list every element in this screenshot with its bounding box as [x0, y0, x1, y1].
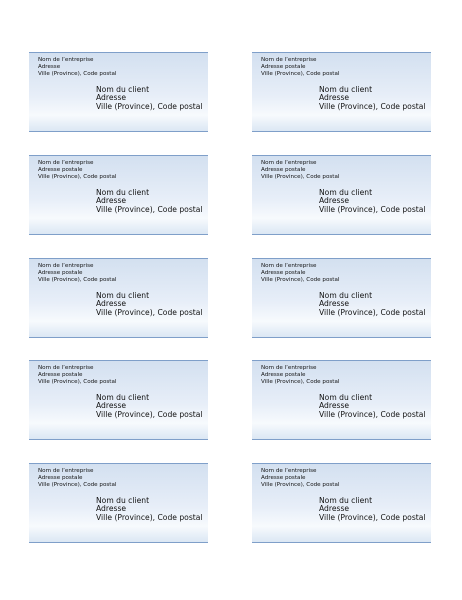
- company-address: Adresse: [38, 64, 61, 70]
- company-address: Adresse postale: [38, 475, 83, 481]
- client-address: Adresse: [319, 93, 350, 103]
- shipping-label-6: [252, 258, 431, 338]
- client-city: Ville (Province), Code postal: [96, 101, 203, 111]
- company-city: Ville (Province), Code postal: [38, 482, 117, 488]
- client-city: Ville (Province), Code postal: [319, 101, 426, 111]
- company-name: Nom de l’entreprise: [38, 468, 94, 474]
- client-name: Nom du client: [96, 393, 150, 402]
- company-city: Ville (Province), Code postal: [38, 379, 117, 385]
- client-name: Nom du client: [96, 85, 150, 94]
- client-name: Nom du client: [319, 496, 373, 505]
- company-name: Nom de l’entreprise: [38, 263, 94, 269]
- company-address: Adresse postale: [38, 167, 83, 173]
- company-address: Adresse postale: [38, 372, 83, 378]
- sender-address: [261, 365, 339, 386]
- company-city: Ville (Province), Code postal: [261, 482, 340, 488]
- company-name: Nom de l’entreprise: [261, 365, 317, 371]
- client-city: Ville (Province), Code postal: [96, 204, 203, 214]
- client-address: Adresse: [96, 299, 127, 309]
- recipient-address: [319, 86, 426, 111]
- company-city: Ville (Province), Code postal: [261, 379, 340, 385]
- client-address: Adresse: [319, 401, 350, 411]
- sender-address: [261, 263, 339, 284]
- company-name: Nom de l’entreprise: [261, 160, 317, 166]
- company-address: Adresse postale: [261, 64, 306, 70]
- recipient-address: [96, 292, 203, 317]
- recipient-address: [96, 86, 203, 111]
- shipping-label-7: [29, 360, 208, 440]
- sender-address: [261, 160, 339, 181]
- company-city: Ville (Province), Code postal: [38, 277, 117, 283]
- client-address: Adresse: [96, 93, 127, 103]
- company-address: Adresse postale: [38, 270, 83, 276]
- client-city: Ville (Province), Code postal: [96, 409, 203, 419]
- client-city: Ville (Province), Code postal: [319, 512, 426, 522]
- company-name: Nom de l’entreprise: [261, 468, 317, 474]
- client-address: Adresse: [96, 504, 127, 514]
- sender-address: [38, 160, 116, 181]
- company-address: Adresse postale: [261, 270, 306, 276]
- company-name: Nom de l’entreprise: [261, 263, 317, 269]
- recipient-address: [96, 189, 203, 214]
- company-address: Adresse postale: [261, 475, 306, 481]
- sender-address: [261, 57, 339, 78]
- company-city: Ville (Province), Code postal: [38, 174, 117, 180]
- sender-address: [38, 263, 116, 284]
- recipient-address: [319, 497, 426, 522]
- client-city: Ville (Province), Code postal: [319, 307, 426, 317]
- shipping-label-10: [252, 463, 431, 543]
- recipient-address: [319, 292, 426, 317]
- shipping-label-8: [252, 360, 431, 440]
- company-name: Nom de l’entreprise: [261, 57, 317, 63]
- client-city: Ville (Province), Code postal: [319, 204, 426, 214]
- client-name: Nom du client: [96, 291, 150, 300]
- company-name: Nom de l’entreprise: [38, 365, 94, 371]
- client-city: Ville (Province), Code postal: [319, 409, 426, 419]
- client-city: Ville (Province), Code postal: [96, 307, 203, 317]
- shipping-label-2: [252, 52, 431, 132]
- sender-address: [38, 57, 116, 78]
- client-address: Adresse: [96, 196, 127, 206]
- company-city: Ville (Province), Code postal: [261, 71, 340, 77]
- shipping-label-1: [29, 52, 208, 132]
- client-name: Nom du client: [96, 188, 150, 197]
- company-city: Ville (Province), Code postal: [38, 71, 117, 77]
- company-address: Adresse postale: [261, 372, 306, 378]
- sender-address: [38, 468, 116, 489]
- client-city: Ville (Province), Code postal: [96, 512, 203, 522]
- sender-address: [261, 468, 339, 489]
- client-name: Nom du client: [319, 85, 373, 94]
- shipping-label-9: [29, 463, 208, 543]
- recipient-address: [96, 394, 203, 419]
- shipping-label-3: [29, 155, 208, 235]
- client-name: Nom du client: [319, 188, 373, 197]
- company-address: Adresse postale: [261, 167, 306, 173]
- recipient-address: [319, 189, 426, 214]
- shipping-label-5: [29, 258, 208, 338]
- company-name: Nom de l’entreprise: [38, 57, 94, 63]
- client-name: Nom du client: [319, 291, 373, 300]
- client-address: Adresse: [96, 401, 127, 411]
- client-address: Adresse: [319, 196, 350, 206]
- sender-address: [38, 365, 116, 386]
- company-name: Nom de l’entreprise: [38, 160, 94, 166]
- client-name: Nom du client: [319, 393, 373, 402]
- recipient-address: [319, 394, 426, 419]
- company-city: Ville (Province), Code postal: [261, 174, 340, 180]
- client-address: Adresse: [319, 299, 350, 309]
- client-name: Nom du client: [96, 496, 150, 505]
- recipient-address: [96, 497, 203, 522]
- client-address: Adresse: [319, 504, 350, 514]
- company-city: Ville (Province), Code postal: [261, 277, 340, 283]
- shipping-label-4: [252, 155, 431, 235]
